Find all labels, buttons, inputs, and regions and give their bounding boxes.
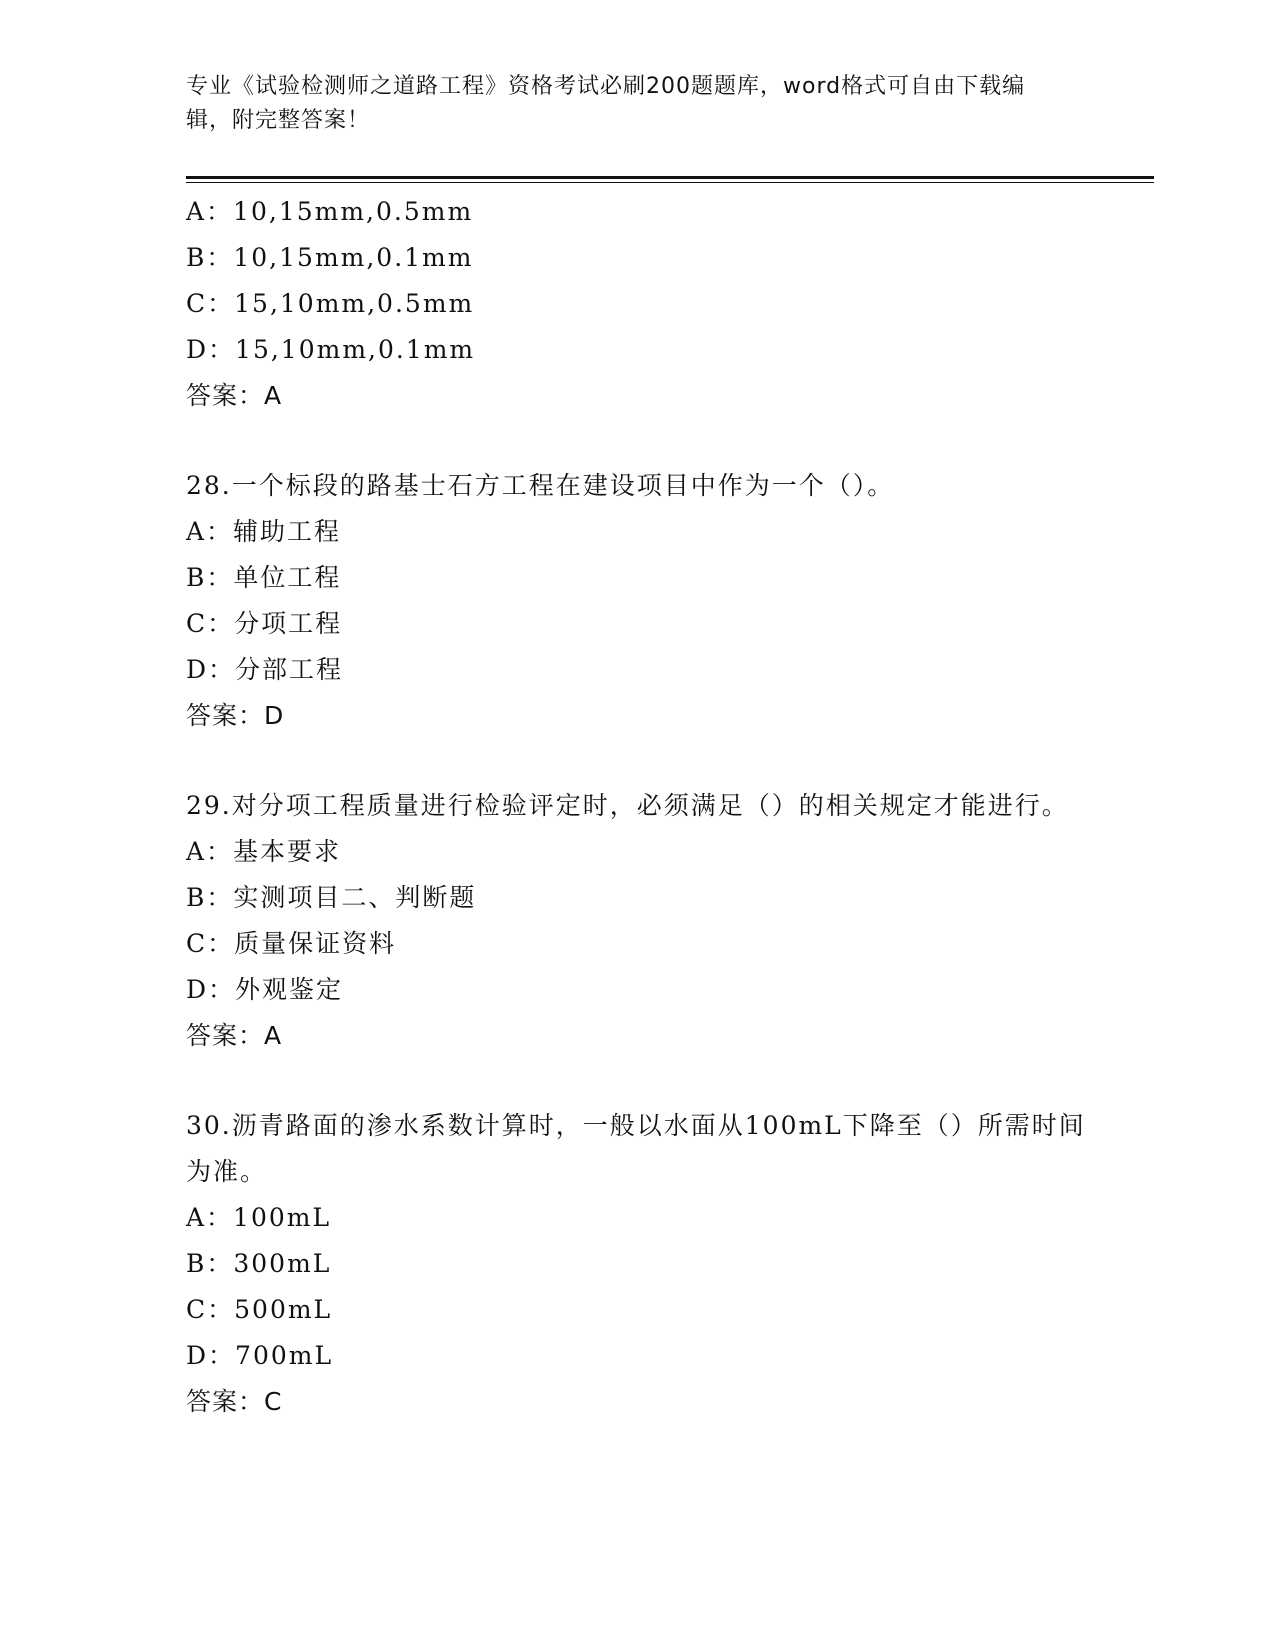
question-stem: 30.沥青路面的渗水系数计算时，一般以水面从100mL下降至（）所需时间为准。 bbox=[186, 1111, 1086, 1186]
option-a: A：基本要求 bbox=[186, 837, 342, 866]
option-c: C：分项工程 bbox=[186, 609, 343, 638]
option-b: B：10,15mm,0.1mm bbox=[186, 243, 474, 272]
answer: 答案：A bbox=[186, 381, 283, 410]
header-divider-thin bbox=[186, 182, 1154, 183]
option-d: D：外观鉴定 bbox=[186, 975, 344, 1004]
option-d: D：700mL bbox=[186, 1341, 334, 1370]
question-30 bbox=[186, 1103, 1086, 1425]
answer: 答案：A bbox=[186, 1021, 283, 1050]
answer: 答案：D bbox=[186, 701, 285, 730]
question-list bbox=[186, 189, 1086, 1425]
option-c: C：质量保证资料 bbox=[186, 929, 397, 958]
option-b: B：300mL bbox=[186, 1249, 332, 1278]
header-divider-thick bbox=[186, 176, 1154, 179]
question-28 bbox=[186, 463, 1086, 739]
answer: 答案：C bbox=[186, 1387, 283, 1416]
option-d: D：分部工程 bbox=[186, 655, 344, 684]
question-29 bbox=[186, 783, 1086, 1059]
question-27 bbox=[186, 189, 1086, 419]
option-c: C：15,10mm,0.5mm bbox=[186, 289, 475, 318]
option-a: A：辅助工程 bbox=[186, 517, 342, 546]
option-d: D：15,10mm,0.1mm bbox=[186, 335, 476, 364]
option-a: A：10,15mm,0.5mm bbox=[186, 197, 474, 226]
option-b: B：单位工程 bbox=[186, 563, 342, 592]
question-stem: 29.对分项工程质量进行检验评定时，必须满足（）的相关规定才能进行。 bbox=[186, 791, 1069, 820]
option-a: A：100mL bbox=[186, 1203, 332, 1232]
option-b: B：实测项目二、判断题 bbox=[186, 883, 477, 912]
option-c: C：500mL bbox=[186, 1295, 333, 1324]
document-header: 专业《试验检测师之道路工程》资格考试必刷200题题库，word格式可自由下载编辑，附完整答案！ bbox=[186, 74, 1026, 133]
question-stem: 28.一个标段的路基士石方工程在建设项目中作为一个（）。 bbox=[186, 471, 895, 500]
